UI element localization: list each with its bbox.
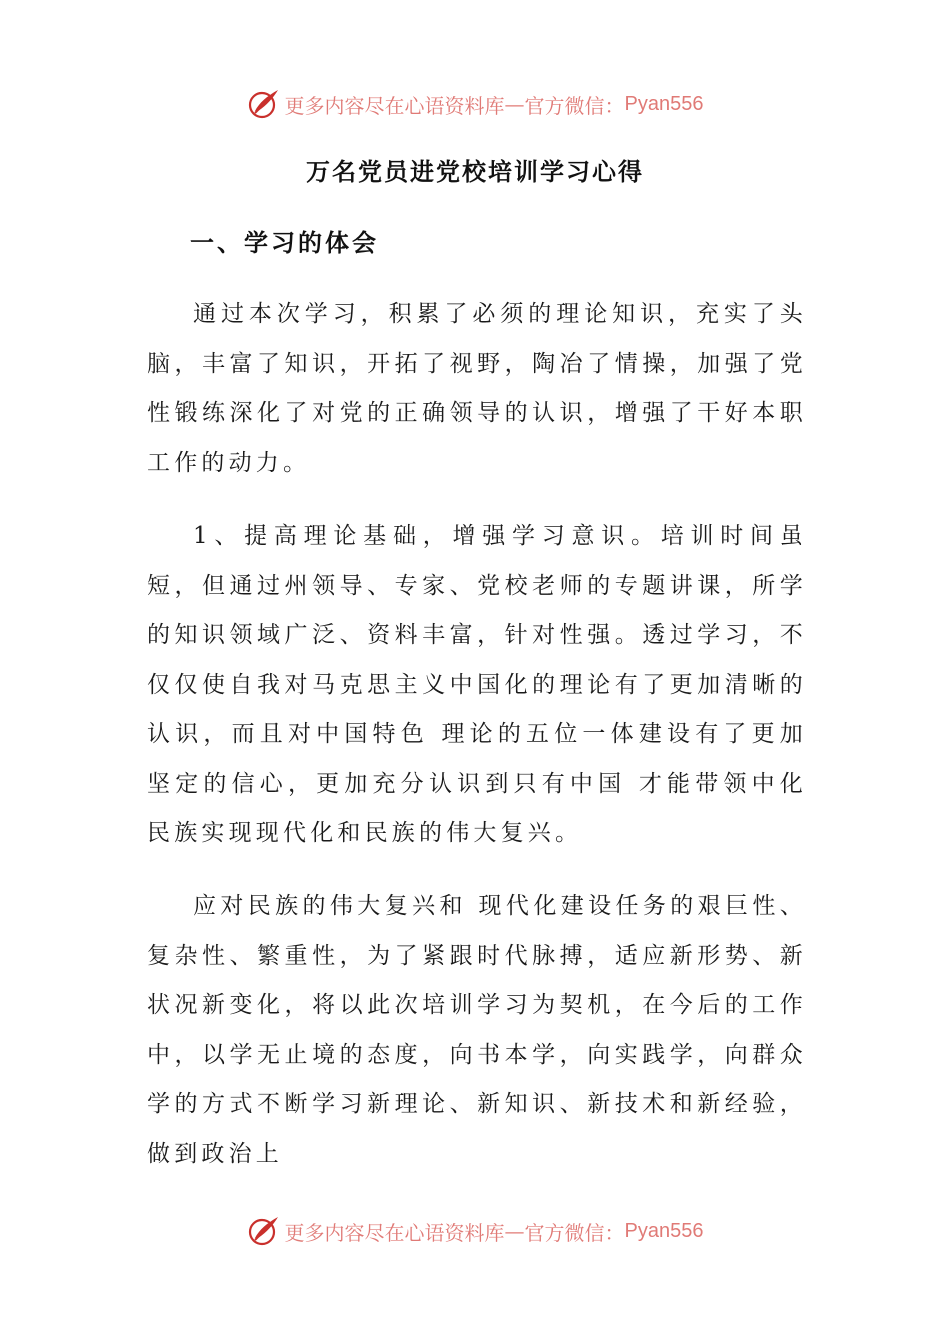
document-title: 万名党员进党校培训学习心得 [306,157,644,186]
quill-logo-icon [247,87,281,121]
paragraph-3: 应对民族的伟大复兴和 现代化建设任务的艰巨性、复杂性、繁重性，为了紧跟时代脉搏，适应新形势、新状况新变化，将以此次培训学习为契机，在今后的工作中，以学无止境的态度，向书本学，向实践学，向群众学的方式不断学习新理论、新知识、新技术和新经验，做到政治上 [147,893,807,1167]
banner-wechat-id: Pyan556 [624,1219,704,1242]
paragraph-2: 1、提高理论基础，增强学习意识。培训时间虽短，但通过州领导、专家、党校老师的专题讲课，所学的知识领域广泛、资料丰富，针对性强。透过学习，不仅仅使自我对马克思主义中国化的理论有了更加清晰的认识，而且对中国特色 理论的五位一体建设有了更加坚定的信心，更加充分认识到只有中国 才能带领中化民族实现现代化和民族的伟大复兴。 [147,523,807,846]
paragraph-1: 通过本次学习，积累了必须的理论知识，充实了头脑，丰富了知识，开拓了视野，陶冶了情操，加强了党性锻练深化了对党的正确领导的认识，增强了干好本职工作的动力。 [147,301,807,476]
banner-brand-text: 更多内容尽在心语资料库 [284,93,505,118]
banner-wechat-label: 官方微信： [524,1220,625,1245]
banner-wechat-label: 官方微信： [524,93,625,118]
banner-brand-text: 更多内容尽在心语资料库 [284,1220,505,1245]
banner-separator: — [504,92,525,116]
header-banner [0,84,950,124]
banner-separator: — [504,1219,525,1243]
section-heading: 一、学习的体会 [190,228,379,257]
banner-wechat-id: Pyan556 [624,92,704,115]
quill-logo-icon [247,1214,281,1248]
footer-banner [0,1211,950,1251]
